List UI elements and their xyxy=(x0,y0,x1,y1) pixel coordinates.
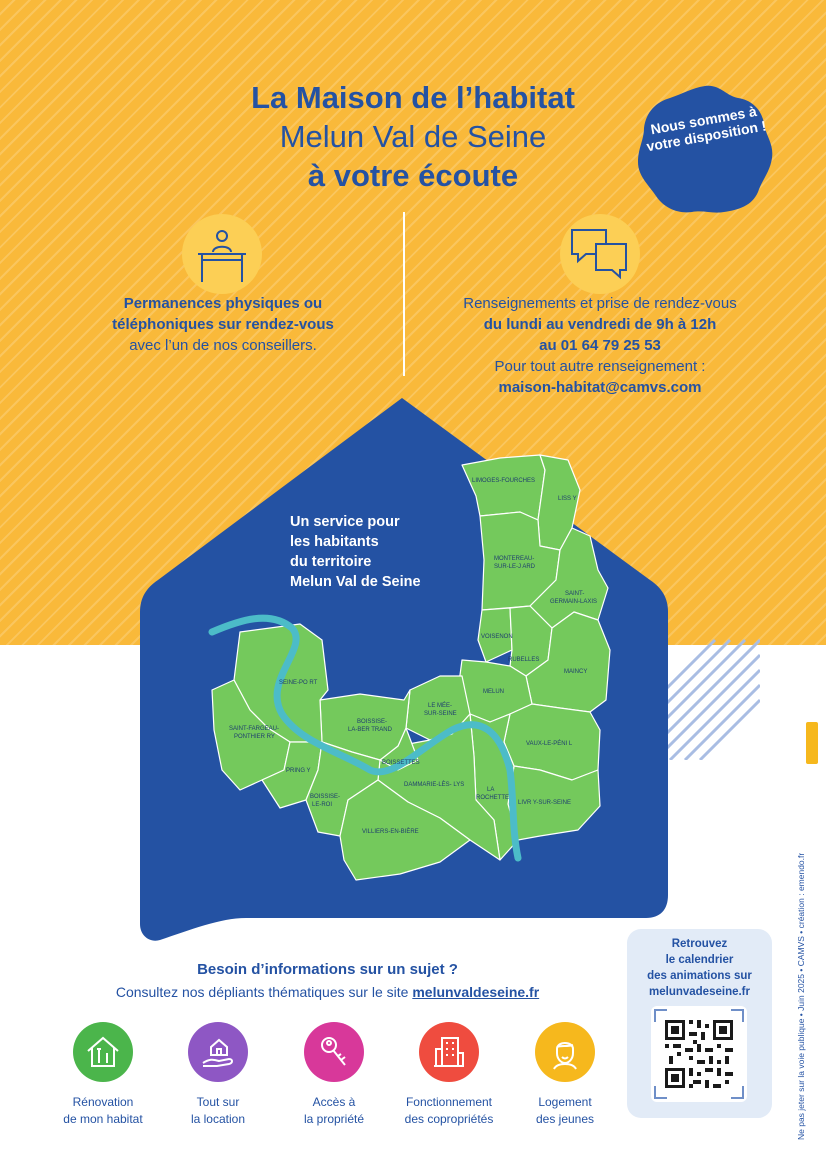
contact-phone[interactable]: au 01 64 79 25 53 xyxy=(539,337,661,354)
theme-copropriete-line1: Fonctionnement xyxy=(405,1095,493,1109)
service-text xyxy=(290,512,421,592)
service-line-4: Melun Val de Seine xyxy=(290,574,421,590)
qr-line-4: melunvadeseine.fr xyxy=(649,986,750,998)
key-icon xyxy=(315,1033,353,1071)
badge-text: Nous sommes à votre disposition ! xyxy=(645,102,768,155)
building-icon xyxy=(430,1033,468,1071)
theme-propriete-line1: Accès à xyxy=(312,1095,356,1109)
theme-renovation[interactable] xyxy=(45,1022,161,1128)
label-dammarie: DAMMARIE-LÈS- LYS xyxy=(404,782,465,788)
website-link[interactable]: melunvaldeseine.fr xyxy=(412,984,540,1000)
label-saint-germain-1: SAINT- xyxy=(565,591,585,597)
theme-renovation-line1: Rénovation xyxy=(72,1095,134,1109)
label-livry: LIVR Y-SUR-SEINE xyxy=(518,800,572,806)
theme-jeunes-line1: Logement xyxy=(538,1095,592,1109)
qr-line-2: le calendrier xyxy=(665,954,734,966)
label-pringy: PRING Y xyxy=(286,768,311,774)
qr-line-1: Retrouvez xyxy=(671,938,728,950)
service-line-3: du territoire xyxy=(290,554,372,570)
label-la-rochette-2: ROCHETTE xyxy=(476,795,509,801)
hand-house-icon xyxy=(199,1033,237,1071)
label-boissise-roi-2: LE-ROI xyxy=(312,802,333,808)
label-seine-port: SEINE-PO RT xyxy=(279,680,318,686)
title-line-1: La Maison de l’habitat xyxy=(251,80,575,115)
eco-label-icon xyxy=(806,722,818,764)
label-maincy: MAINCY xyxy=(564,669,588,675)
young-person-icon xyxy=(546,1033,584,1071)
label-voisenon: VOISENON xyxy=(481,634,513,640)
theme-propriete-circle xyxy=(304,1022,364,1082)
theme-copropriete[interactable] xyxy=(391,1022,507,1128)
theme-location-circle xyxy=(188,1022,248,1082)
commune-voisenon xyxy=(478,608,512,662)
label-boissise-lb-2: LA-BER TRAND xyxy=(348,727,392,733)
contact-hours: du lundi au vendredi de 9h à 12h xyxy=(483,316,717,333)
theme-jeunes[interactable] xyxy=(507,1022,623,1128)
theme-location-line1: Tout sur xyxy=(196,1095,240,1109)
theme-copropriete-circle xyxy=(419,1022,479,1082)
label-boissise-lb-1: BOISSISE- xyxy=(357,719,388,725)
label-le-mee-1: LE MÉE- xyxy=(428,703,453,709)
label-villiers: VILLIERS-EN-BIÈRE xyxy=(362,829,419,835)
commune-livry xyxy=(508,766,600,840)
label-la-rochette-1: LA xyxy=(487,787,495,793)
theme-renovation-label xyxy=(45,1094,161,1128)
label-melun: MELUN xyxy=(483,689,505,695)
theme-jeunes-label xyxy=(507,1094,623,1128)
theme-renovation-line2: de mon habitat xyxy=(63,1112,143,1126)
label-le-mee-2: SUR-SEINE xyxy=(424,711,457,717)
qr-code-graphic xyxy=(651,1006,747,1102)
wrench-house-icon xyxy=(84,1033,122,1071)
theme-copropriete-label xyxy=(391,1094,507,1128)
label-boissettes: BOISSETTES xyxy=(382,760,420,766)
theme-propriete-label xyxy=(276,1094,392,1128)
label-boissise-roi-1: BOISSISE- xyxy=(310,794,341,800)
qr-card-text xyxy=(627,936,772,1000)
theme-copropriete-line2: des copropriétés xyxy=(404,1112,494,1126)
theme-renovation-circle xyxy=(73,1022,133,1082)
label-montereau-2: SUR-LE-J ARD xyxy=(494,564,536,570)
info-subtitle xyxy=(0,984,655,1000)
label-lissy: LISS Y xyxy=(558,496,577,502)
label-saint-fargeau-2: PONTHIER RY xyxy=(234,734,275,740)
commune-limoges-fourches xyxy=(462,455,545,520)
label-montereau-1: MONTEREAU- xyxy=(494,556,535,562)
label-saint-germain-2: GERMAIN-LAXIS xyxy=(550,599,598,605)
permanences-bold-text: Permanences physiques ou téléphoniques sur rendez-vous xyxy=(112,295,334,333)
qr-line-3: des animations sur xyxy=(647,970,752,982)
label-vaux-le-penil: VAUX-LE-PÉNI L xyxy=(526,741,573,747)
contact-email[interactable]: maison-habitat@camvs.com xyxy=(498,379,702,396)
theme-location-label xyxy=(160,1094,276,1128)
label-rubelles: RUBELLES xyxy=(508,657,540,663)
service-line-1: Un service pour xyxy=(290,514,400,530)
info-title: Besoin d’informations sur un sujet ? xyxy=(197,961,458,978)
theme-propriete-line2: la propriété xyxy=(303,1112,365,1126)
theme-location[interactable] xyxy=(160,1022,276,1128)
permanences-normal-text: avec l’un de nos conseillers. xyxy=(129,337,317,354)
theme-jeunes-line2: des jeunes xyxy=(535,1112,595,1126)
label-limoges-fourches: LIMOGES-FOURCHES xyxy=(472,478,536,484)
legal-side-note: Ne pas jeter sur la voie publique • Juin 2025 • CAMVS • création : emendo.fr xyxy=(796,852,806,1140)
theme-propriete[interactable] xyxy=(276,1022,392,1128)
qr-code[interactable] xyxy=(651,1006,747,1102)
info-subtitle-prefix: Consultez nos dépliants thématiques sur le site xyxy=(115,984,413,1000)
contact-line-4: Pour tout autre renseignement : xyxy=(494,358,706,375)
theme-jeunes-circle xyxy=(535,1022,595,1082)
service-line-2: les habitants xyxy=(290,534,379,550)
theme-location-line2: la location xyxy=(190,1112,246,1126)
contact-line-1: Renseignements et prise de rendez-vous xyxy=(463,295,737,312)
label-saint-fargeau-1: SAINT-FARGEAU- xyxy=(229,726,280,732)
title-line-2: Melun Val de Seine xyxy=(279,119,547,154)
title-line-3: à votre écoute xyxy=(307,158,519,193)
